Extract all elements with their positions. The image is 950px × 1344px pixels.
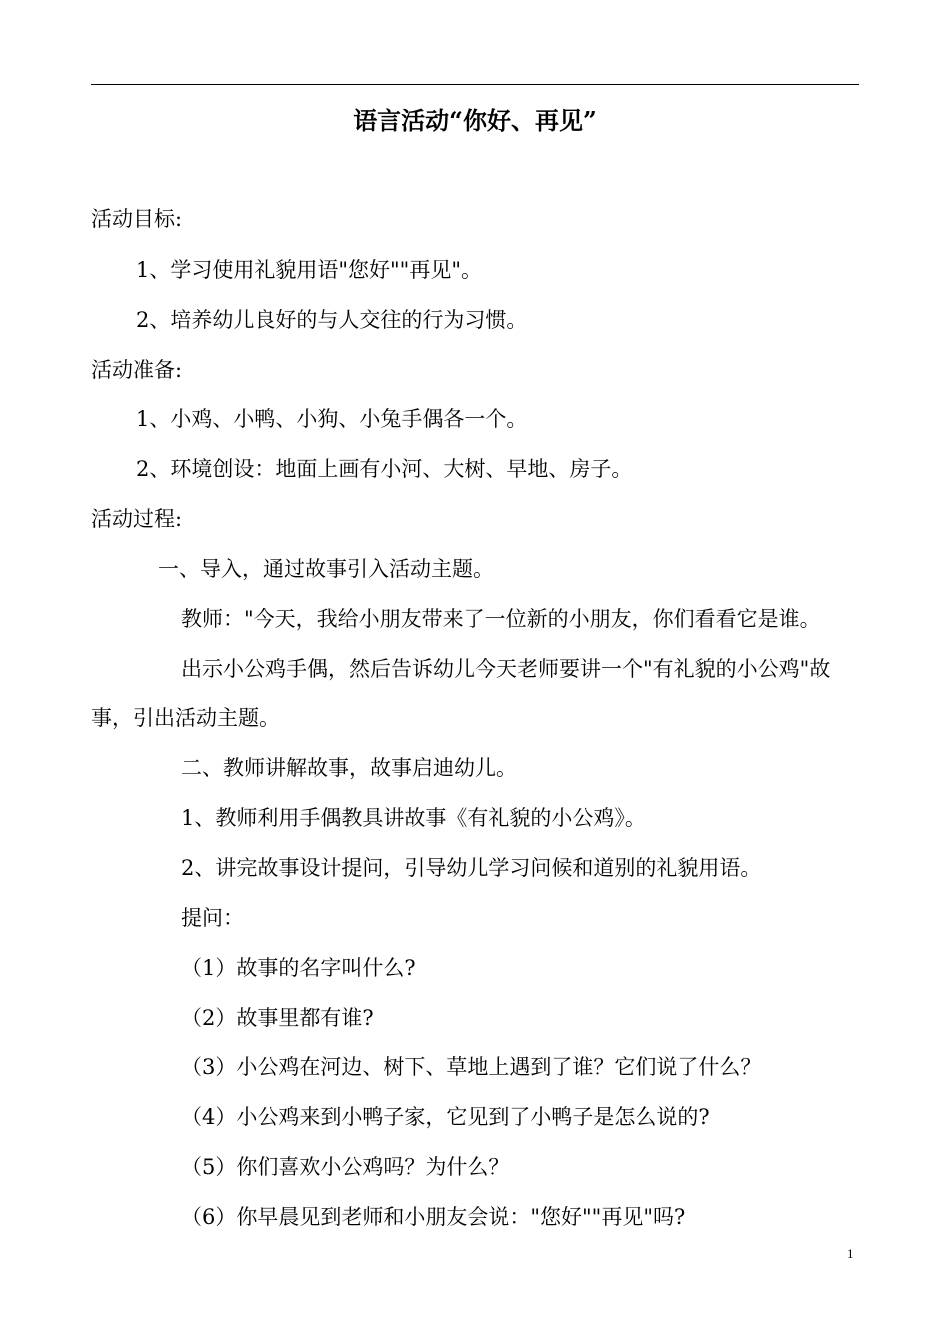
- prep-item-2: 2、环境创设：地面上画有小河、大树、早地、房子。: [136, 457, 633, 481]
- step-2-item-1: 1、教师利用手偶教具讲故事《有礼貌的小公鸡》。: [181, 806, 646, 830]
- step-2-heading: 二、教师讲解故事，故事启迪幼儿。: [181, 756, 517, 780]
- step-1-show-line-a: 出示小公鸡手偶，然后告诉幼儿今天老师要讲一个"有礼貌的小公鸡"故: [181, 657, 831, 681]
- document-title: 语言活动“你好、再见”: [353, 106, 597, 135]
- header-rule: [91, 84, 859, 85]
- prep-item-1: 1、小鸡、小鸭、小狗、小兔手偶各一个。: [136, 407, 528, 431]
- step-1-show-line-b: 事，引出活动主题。: [91, 706, 280, 730]
- questions-heading: 提问：: [181, 906, 244, 930]
- question-item: （1）故事的名字叫什么?: [181, 956, 416, 980]
- page-number: 1: [847, 1246, 854, 1261]
- question-item: （4）小公鸡来到小鸭子家，它见到了小鸭子是怎么说的?: [181, 1105, 710, 1129]
- prep-heading: 活动准备:: [91, 358, 183, 382]
- goal-item-2: 2、培养幼儿良好的与人交往的行为习惯。: [136, 308, 528, 332]
- question-item: （2）故事里都有谁?: [181, 1006, 374, 1030]
- step-1-heading: 一、导入，通过故事引入活动主题。: [158, 557, 494, 581]
- question-item: （6）你早晨见到老师和小朋友会说："您好""再见"吗?: [181, 1205, 686, 1229]
- question-item: （3）小公鸡在河边、树下、草地上遇到了谁？它们说了什么？: [181, 1055, 762, 1079]
- process-heading: 活动过程:: [91, 507, 183, 531]
- question-item: （5）你们喜欢小公鸡吗？为什么？: [181, 1155, 510, 1179]
- step-2-item-2: 2、讲完故事设计提问，引导幼儿学习问候和道别的礼貌用语。: [181, 856, 762, 880]
- step-1-teacher-line: 教师："今天，我给小朋友带来了一位新的小朋友，你们看看它是谁。: [181, 607, 821, 631]
- goal-item-1: 1、学习使用礼貌用语"您好""再见"。: [136, 258, 482, 282]
- goals-heading: 活动目标:: [91, 207, 183, 231]
